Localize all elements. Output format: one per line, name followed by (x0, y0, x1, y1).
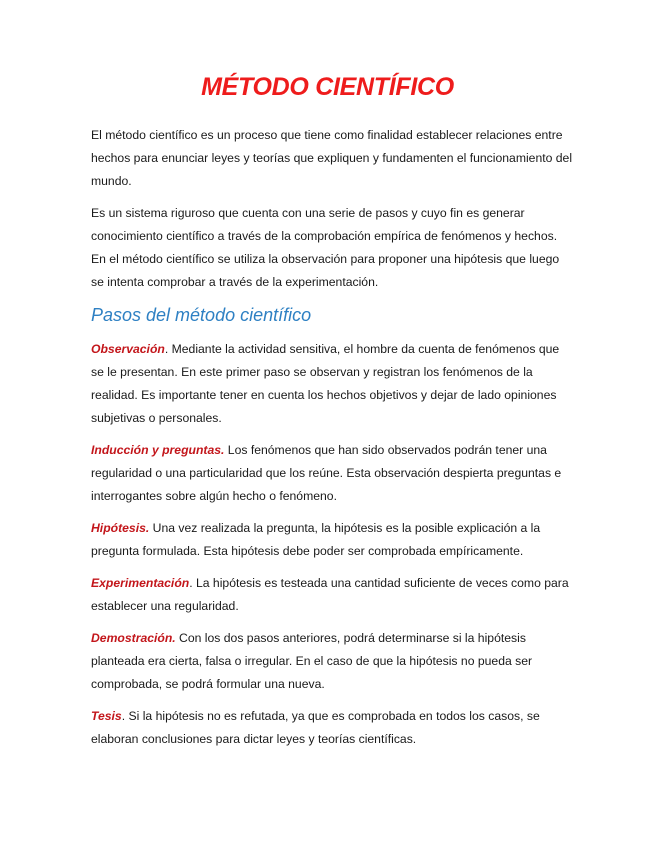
intro-paragraph-2: Es un sistema riguroso que cuenta con una serie de pasos y cuyo fin es generar conocimiento científico a través de la comprobación empírica de fenómenos y hechos. En el método científico se utiliza la observación para proponer una hipótesis que luego se intenta comprobar a través de la experimentación. (91, 206, 560, 289)
step-text-observacion: . Mediante la actividad sensitiva, el hombre da cuenta de fenómenos que se le presentan. En este primer paso se observan y registran los fenómenos de la realidad. Es importante tener en cuenta los hechos objetivos y dejar de lado opiniones subjetivas o personales. (91, 342, 560, 425)
step-paragraph-demostracion (91, 627, 575, 696)
intro-paragraph-1: El método científico es un proceso que tiene como finalidad establecer relaciones entre hechos para enunciar leyes y teorías que expliquen y fundamenten el funcionamiento del mundo. (91, 128, 573, 188)
step-term-demostracion: Demostración. (91, 631, 176, 645)
step-paragraph-induccion (91, 439, 575, 508)
section-heading: Pasos del método científico (91, 305, 312, 325)
step-paragraph-hipotesis (91, 517, 575, 563)
step-text-demostracion: Con los dos pasos anteriores, podrá determinarse si la hipótesis planteada era cierta, falsa o irregular. En el caso de que la hipótesis no pueda ser comprobada, se podrá formular una nueva. (91, 631, 533, 691)
step-term-induccion: Inducción y preguntas. (91, 443, 225, 457)
step-text-hipotesis: Una vez realizada la pregunta, la hipótesis es la posible explicación a la pregunta formulada. Esta hipótesis debe poder ser comprobada empíricamente. (91, 521, 541, 558)
step-term-observacion: Observación (91, 342, 165, 356)
step-text-induccion: Los fenómenos que han sido observados podrán tener una regularidad o una particularidad que los reúne. Esta observación despierta preguntas e interrogantes sobre algún hecho o fenómeno. (91, 443, 562, 503)
step-paragraph-experimentacion (91, 572, 575, 618)
step-text-tesis: . Si la hipótesis no es refutada, ya que es comprobada en todos los casos, se elaboran conclusiones para dictar leyes y teorías científicas. (91, 709, 540, 746)
document-title: MÉTODO CIENTÍFICO (201, 73, 454, 101)
step-paragraph-observacion (91, 338, 575, 430)
step-term-hipotesis: Hipótesis. (91, 521, 150, 535)
step-term-tesis: Tesis (91, 709, 122, 723)
document-body (91, 124, 575, 760)
step-paragraph-tesis (91, 705, 575, 751)
step-term-experimentacion: Experimentación (91, 576, 190, 590)
step-text-experimentacion: . La hipótesis es testeada una cantidad suficiente de veces como para establecer una regularidad. (91, 576, 569, 613)
